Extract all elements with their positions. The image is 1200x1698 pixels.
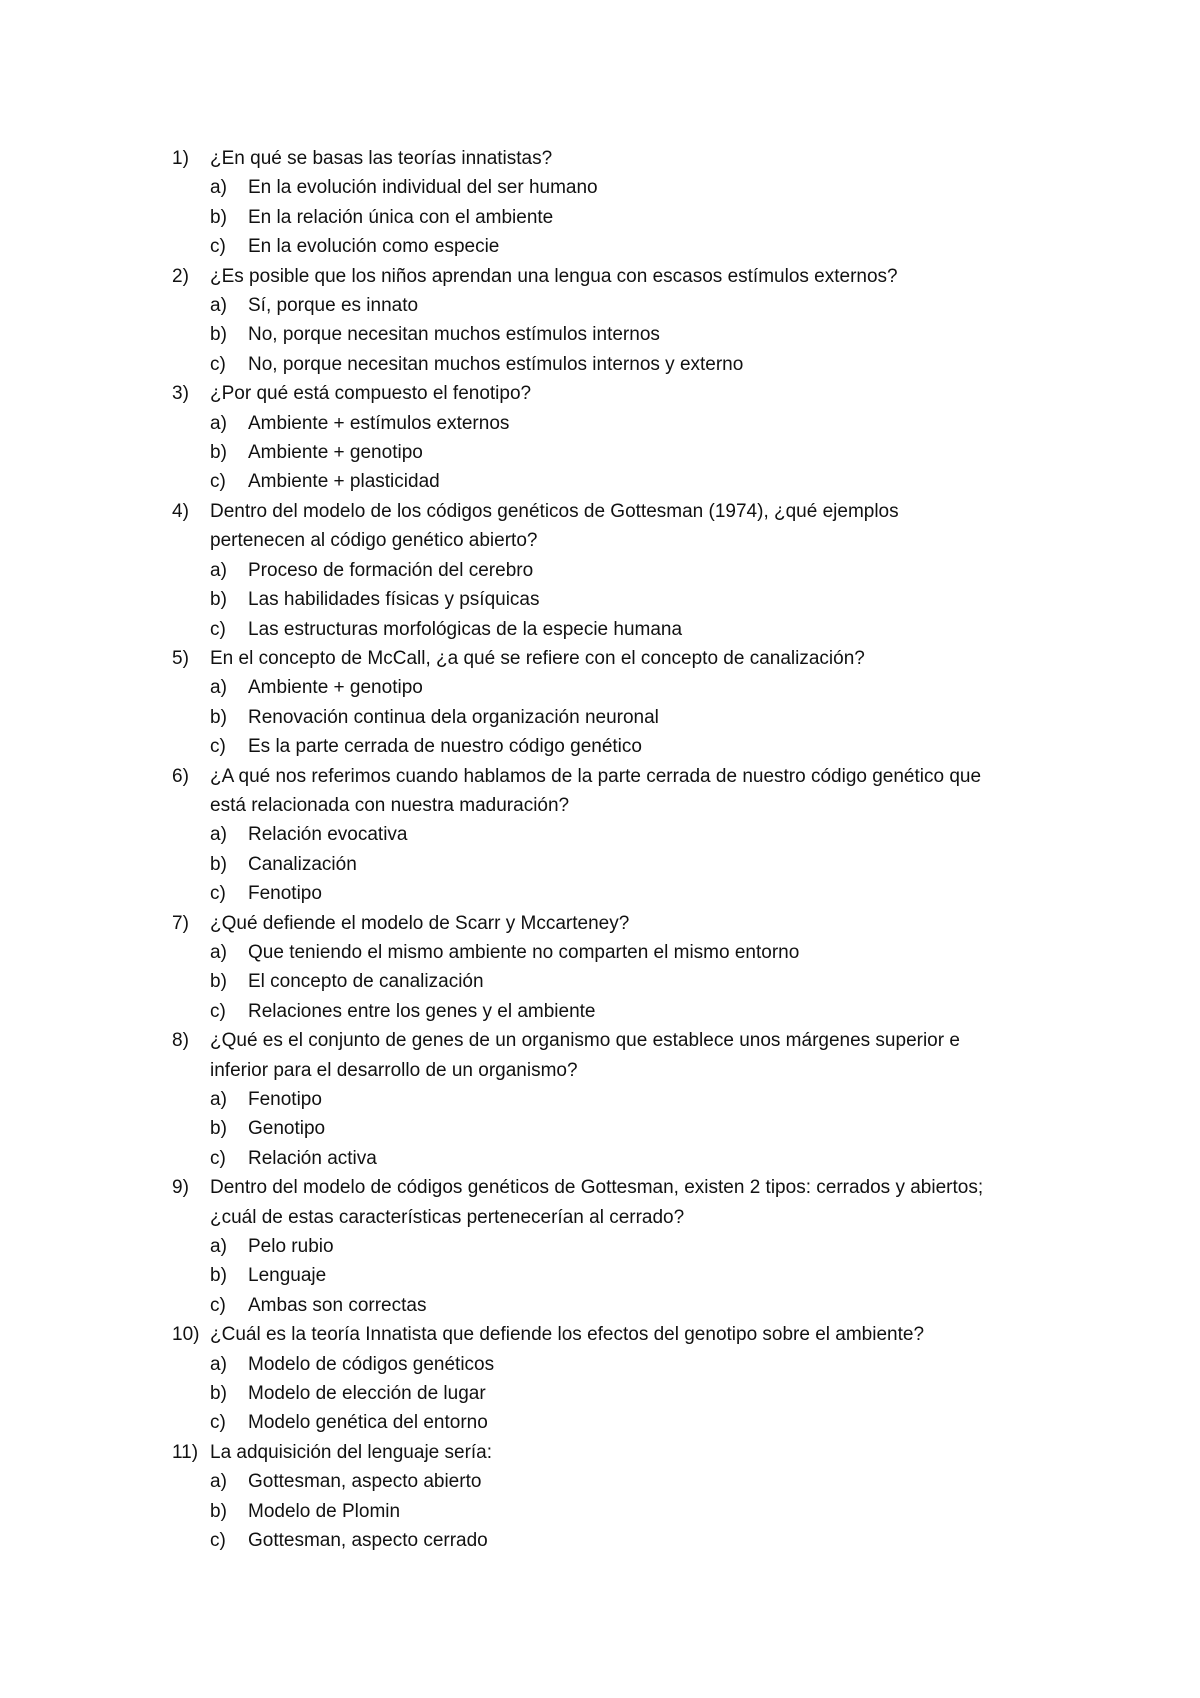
option-text: Relación activa	[248, 1147, 377, 1169]
option-text: Ambiente + genotipo	[248, 442, 423, 464]
option-letter: b)	[210, 853, 227, 875]
option-text: Ambiente + estímulos externos	[248, 412, 510, 434]
option-text: Sí, porque es innato	[248, 295, 419, 317]
option-item	[210, 1261, 1052, 1290]
option-item	[210, 820, 1052, 849]
option-letter: c)	[210, 1530, 226, 1552]
option-item	[210, 438, 1052, 467]
option-item	[210, 291, 1052, 320]
option-text: No, porque necesitan muchos estímulos internos y externo	[248, 353, 744, 375]
option-item	[210, 1291, 1052, 1320]
option-item	[210, 967, 1052, 996]
option-text: No, porque necesitan muchos estímulos internos	[248, 324, 660, 346]
question-item	[172, 1320, 1052, 1438]
question-text: ¿A qué nos referimos cuando hablamos de la parte cerrada de nuestro código genético que está relacionada con nuestra maduración?	[210, 765, 982, 816]
option-list	[210, 173, 1052, 261]
option-letter: b)	[210, 206, 227, 228]
option-text: Canalización	[248, 853, 357, 875]
option-item	[210, 1350, 1052, 1379]
option-letter: c)	[210, 353, 226, 375]
option-text: Genotipo	[248, 1118, 326, 1140]
option-item	[210, 732, 1052, 761]
option-list	[210, 409, 1052, 497]
option-letter: a)	[210, 941, 227, 963]
question-number: 4)	[172, 500, 189, 522]
option-list	[210, 291, 1052, 379]
question-item	[172, 1438, 1052, 1556]
option-letter: b)	[210, 1118, 227, 1140]
option-letter: a)	[210, 295, 227, 317]
option-letter: c)	[210, 1294, 226, 1316]
option-letter: b)	[210, 324, 227, 346]
option-text: En la evolución individual del ser humano	[248, 177, 598, 199]
option-text: En la evolución como especie	[248, 236, 500, 258]
question-text: ¿Cuál es la teoría Innatista que defiende los efectos del genotipo sobre el ambiente?	[210, 1324, 925, 1346]
option-list	[210, 673, 1052, 761]
option-letter: a)	[210, 677, 227, 699]
option-letter: c)	[210, 618, 226, 640]
question-number: 5)	[172, 647, 189, 669]
option-text: Ambiente + genotipo	[248, 677, 423, 699]
option-item	[210, 703, 1052, 732]
option-text: Modelo de elección de lugar	[248, 1383, 486, 1405]
question-list	[172, 144, 1052, 1556]
option-item	[210, 173, 1052, 202]
option-letter: a)	[210, 559, 227, 581]
question-number: 9)	[172, 1177, 189, 1199]
option-letter: c)	[210, 736, 226, 758]
option-text: Las habilidades físicas y psíquicas	[248, 589, 540, 611]
question-item	[172, 379, 1052, 497]
option-text: Es la parte cerrada de nuestro código genético	[248, 736, 642, 758]
option-letter: b)	[210, 442, 227, 464]
question-item	[172, 909, 1052, 1027]
option-letter: a)	[210, 1089, 227, 1110]
question-item	[172, 262, 1052, 380]
option-letter: a)	[210, 412, 227, 434]
option-item	[210, 1232, 1052, 1261]
option-text: En la relación única con el ambiente	[248, 206, 554, 228]
option-letter: a)	[210, 1236, 227, 1258]
option-text: Modelo genética del entorno	[248, 1412, 488, 1434]
question-text: La adquisición del lenguaje sería:	[210, 1441, 493, 1463]
question-text: ¿Qué defiende el modelo de Scarr y Mccarteney?	[210, 912, 630, 934]
option-item	[210, 997, 1052, 1026]
option-item	[210, 938, 1052, 967]
option-text: Ambas son correctas	[248, 1294, 427, 1316]
option-item	[210, 350, 1052, 379]
option-letter: c)	[210, 236, 226, 258]
question-item	[172, 644, 1052, 762]
question-text: Dentro del modelo de los códigos genéticos de Gottesman (1974), ¿qué ejemplos pertenecen al código genético abierto?	[210, 500, 899, 552]
question-number: 6)	[172, 765, 189, 787]
option-item	[210, 1144, 1052, 1173]
option-item	[210, 409, 1052, 438]
option-list	[210, 1085, 1052, 1173]
option-text: Ambiente + plasticidad	[248, 471, 440, 493]
question-text: ¿En qué se basas las teorías innatistas?	[210, 148, 553, 169]
option-item	[210, 320, 1052, 349]
option-text: Pelo rubio	[248, 1236, 334, 1258]
option-item	[210, 615, 1052, 644]
option-list	[210, 938, 1052, 1026]
option-item	[210, 1114, 1052, 1143]
option-item	[210, 585, 1052, 614]
option-text: Gottesman, aspecto cerrado	[248, 1530, 488, 1552]
question-item	[172, 1173, 1052, 1320]
question-number: 1)	[172, 148, 189, 169]
option-list	[210, 820, 1052, 908]
option-letter: b)	[210, 971, 227, 993]
question-item	[172, 762, 1052, 909]
question-text: ¿Es posible que los niños aprendan una lengua con escasos estímulos externos?	[210, 265, 898, 287]
option-letter: a)	[210, 1353, 227, 1375]
option-letter: a)	[210, 824, 227, 846]
option-text: Fenotipo	[248, 883, 322, 905]
option-item	[210, 556, 1052, 585]
option-letter: c)	[210, 471, 226, 493]
option-text: El concepto de canalización	[248, 971, 484, 993]
option-letter: b)	[210, 1383, 227, 1405]
question-text: ¿Qué es el conjunto de genes de un organismo que establece unos márgenes superior e inferior para el desarrollo de un organismo?	[210, 1030, 960, 1081]
option-text: Relación evocativa	[248, 824, 408, 846]
option-list	[210, 1232, 1052, 1320]
option-text: Lenguaje	[248, 1265, 327, 1287]
option-list	[210, 1467, 1052, 1555]
option-item	[210, 467, 1052, 496]
question-item	[172, 497, 1052, 644]
option-text: Fenotipo	[248, 1089, 322, 1110]
option-letter: c)	[210, 1000, 226, 1022]
question-number: 8)	[172, 1030, 189, 1052]
question-number: 10)	[172, 1324, 200, 1346]
option-letter: b)	[210, 1500, 227, 1522]
option-item	[210, 673, 1052, 702]
option-letter: c)	[210, 1412, 226, 1434]
option-letter: b)	[210, 589, 227, 611]
option-text: Renovación continua dela organización neuronal	[248, 706, 659, 728]
question-text: En el concepto de McCall, ¿a qué se refiere con el concepto de canalización?	[210, 647, 865, 669]
option-list	[210, 1350, 1052, 1438]
option-letter: a)	[210, 177, 227, 199]
option-item	[210, 1379, 1052, 1408]
option-text: Proceso de formación del cerebro	[248, 559, 534, 581]
option-item	[210, 1497, 1052, 1526]
option-letter: a)	[210, 1471, 227, 1493]
option-letter: c)	[210, 1147, 226, 1169]
option-item	[210, 232, 1052, 261]
option-text: Gottesman, aspecto abierto	[248, 1471, 482, 1493]
option-list	[210, 556, 1052, 644]
question-number: 11)	[172, 1441, 199, 1463]
option-letter: c)	[210, 883, 226, 905]
question-item	[172, 1026, 1052, 1173]
option-item	[210, 1085, 1052, 1114]
option-item	[210, 203, 1052, 232]
option-letter: b)	[210, 706, 227, 728]
question-item	[172, 144, 1052, 262]
option-item	[210, 850, 1052, 879]
question-text: ¿Por qué está compuesto el fenotipo?	[210, 383, 532, 405]
option-text: Modelo de Plomin	[248, 1500, 401, 1522]
option-text: Las estructuras morfológicas de la especie humana	[248, 618, 683, 640]
option-text: Modelo de códigos genéticos	[248, 1353, 495, 1375]
option-item	[210, 1408, 1052, 1437]
question-number: 7)	[172, 912, 189, 934]
option-item	[210, 879, 1052, 908]
option-item	[210, 1467, 1052, 1496]
option-text: Que teniendo el mismo ambiente no comparten el mismo entorno	[248, 941, 800, 963]
question-text: Dentro del modelo de códigos genéticos de Gottesman, existen 2 tipos: cerrados y abiertos; ¿cuál de estas características pertenecerían al cerrado?	[210, 1177, 984, 1228]
option-item	[210, 1526, 1052, 1555]
option-text: Relaciones entre los genes y el ambiente	[248, 1000, 596, 1022]
question-number: 2)	[172, 265, 189, 287]
option-letter: b)	[210, 1265, 227, 1287]
question-number: 3)	[172, 383, 189, 405]
